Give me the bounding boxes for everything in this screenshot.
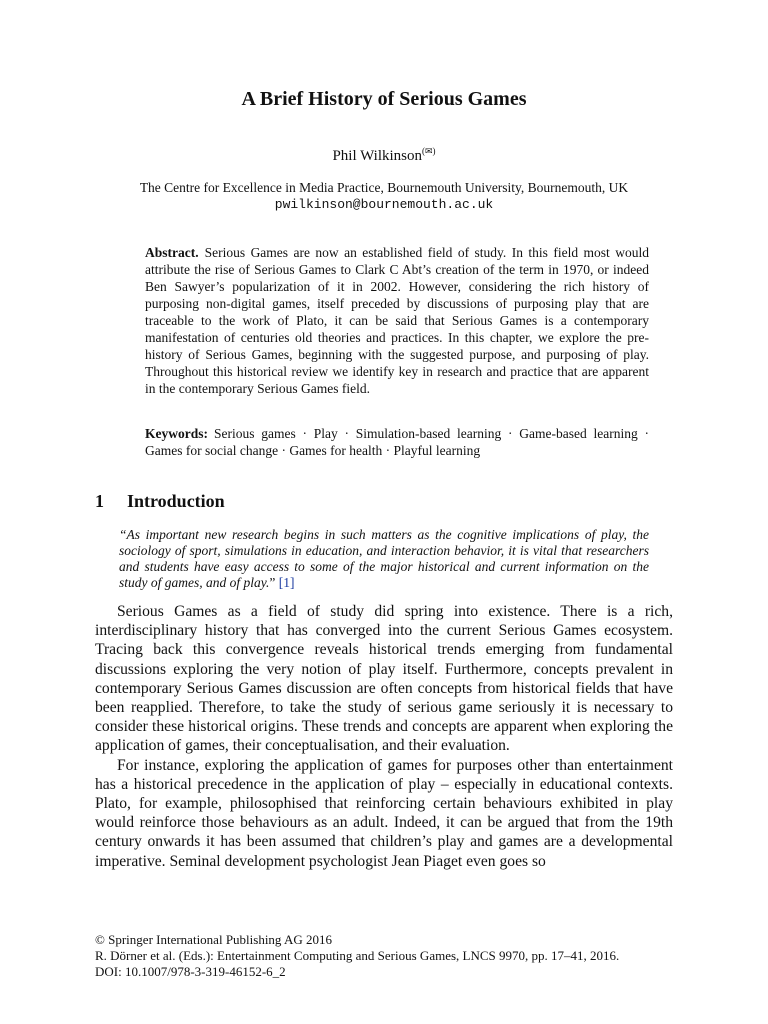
- keywords-label: Keywords:: [145, 426, 208, 441]
- doi-line: DOI: 10.1007/978-3-319-46152-6_2: [95, 964, 286, 979]
- abstract-text: Serious Games are now an established field of study. In this field most would attribute the rise of Serious Games to Clark C Abt’s creation of the term in 1970, or indeed Ben Sawyer’s popularization of it in 2002. However, considering the rich history of purposing non-digital games, itself preceded by discussions of purposing play that are traceable to the work of Plato, it can be said that Serious Games is a contemporary manifestation of centuries old theories and practices. In this chapter, we explore the pre-history of Serious Games, beginning with the suggested purpose, and purposing of play. Throughout this historical review we identify key in research and practice that are apparent in the contemporary Serious Games field.: [145, 245, 649, 396]
- section-number: 1: [95, 491, 104, 511]
- affiliation: The Centre for Excellence in Media Practice, Bournemouth University, Bournemouth, UK: [139, 180, 629, 195]
- paragraph: For instance, exploring the application of games for purposes other than entertainment has a historical precedence in the application of play – especially in educational contexts. Plato, for example, philosophised that reinforcing certain behaviours exhibited in play would reinforce those behaviours as an adult. Indeed, it can be argued that from the 19th century onwards it has been assumed that children’s play and games are a developmental imperative. Seminal development psychologist Jean Piaget even goes so: [95, 756, 673, 870]
- epigraph-quote: [119, 527, 649, 591]
- author-name: Phil Wilkinson: [332, 148, 422, 164]
- abstract: [145, 244, 649, 397]
- paragraph: Serious Games as a field of study did spring into existence. There is a rich, interdisciplinary history that has converged into the current Serious Games ecosystem. Tracing back this convergence reveals historical trends emerging from fundamental discussions exploring the very notion of play itself. Furthermore, concepts prevalent in contemporary Serious Games discussion are often concepts from historical fields that have been reapplied. Therefore, to take the study of serious game seriously it is necessary to consider these historical origins. These trends and concepts are apparent when exploring the application of games, their conceptualisation, and their evaluation.: [95, 603, 673, 755]
- citation-line: R. Dörner et al. (Eds.): Entertainment Computing and Serious Games, LNCS 9970, pp. 17–41, 2016.: [95, 948, 620, 963]
- keywords-text: Serious games · Play · Simulation-based learning · Game-based learning · Games for social change · Games for health · Playful learning: [145, 426, 649, 458]
- body-text: [95, 602, 673, 871]
- copyright-line: © Springer International Publishing AG 2016: [95, 932, 332, 947]
- citation-link[interactable]: [1]: [278, 575, 295, 590]
- section-title: Introduction: [127, 491, 225, 511]
- abstract-label: Abstract.: [145, 245, 199, 260]
- section-heading: [95, 491, 225, 512]
- footer: [95, 932, 673, 980]
- envelope-icon: (✉): [422, 146, 436, 156]
- author-line: [0, 146, 768, 165]
- quote-close: ”: [269, 575, 276, 590]
- paper-title: A Brief History of Serious Games: [241, 88, 527, 110]
- author-email: pwilkinson@bournemouth.ac.uk: [274, 197, 494, 212]
- keywords: [145, 425, 649, 459]
- quote-text: “As important new research begins in such matters as the cognitive implications of play, the sociology of sport, simulations in education, and interaction behavior, it is vital that researchers and students have easy access to some of the major historical and current information on the study of games, and of play.: [119, 527, 649, 590]
